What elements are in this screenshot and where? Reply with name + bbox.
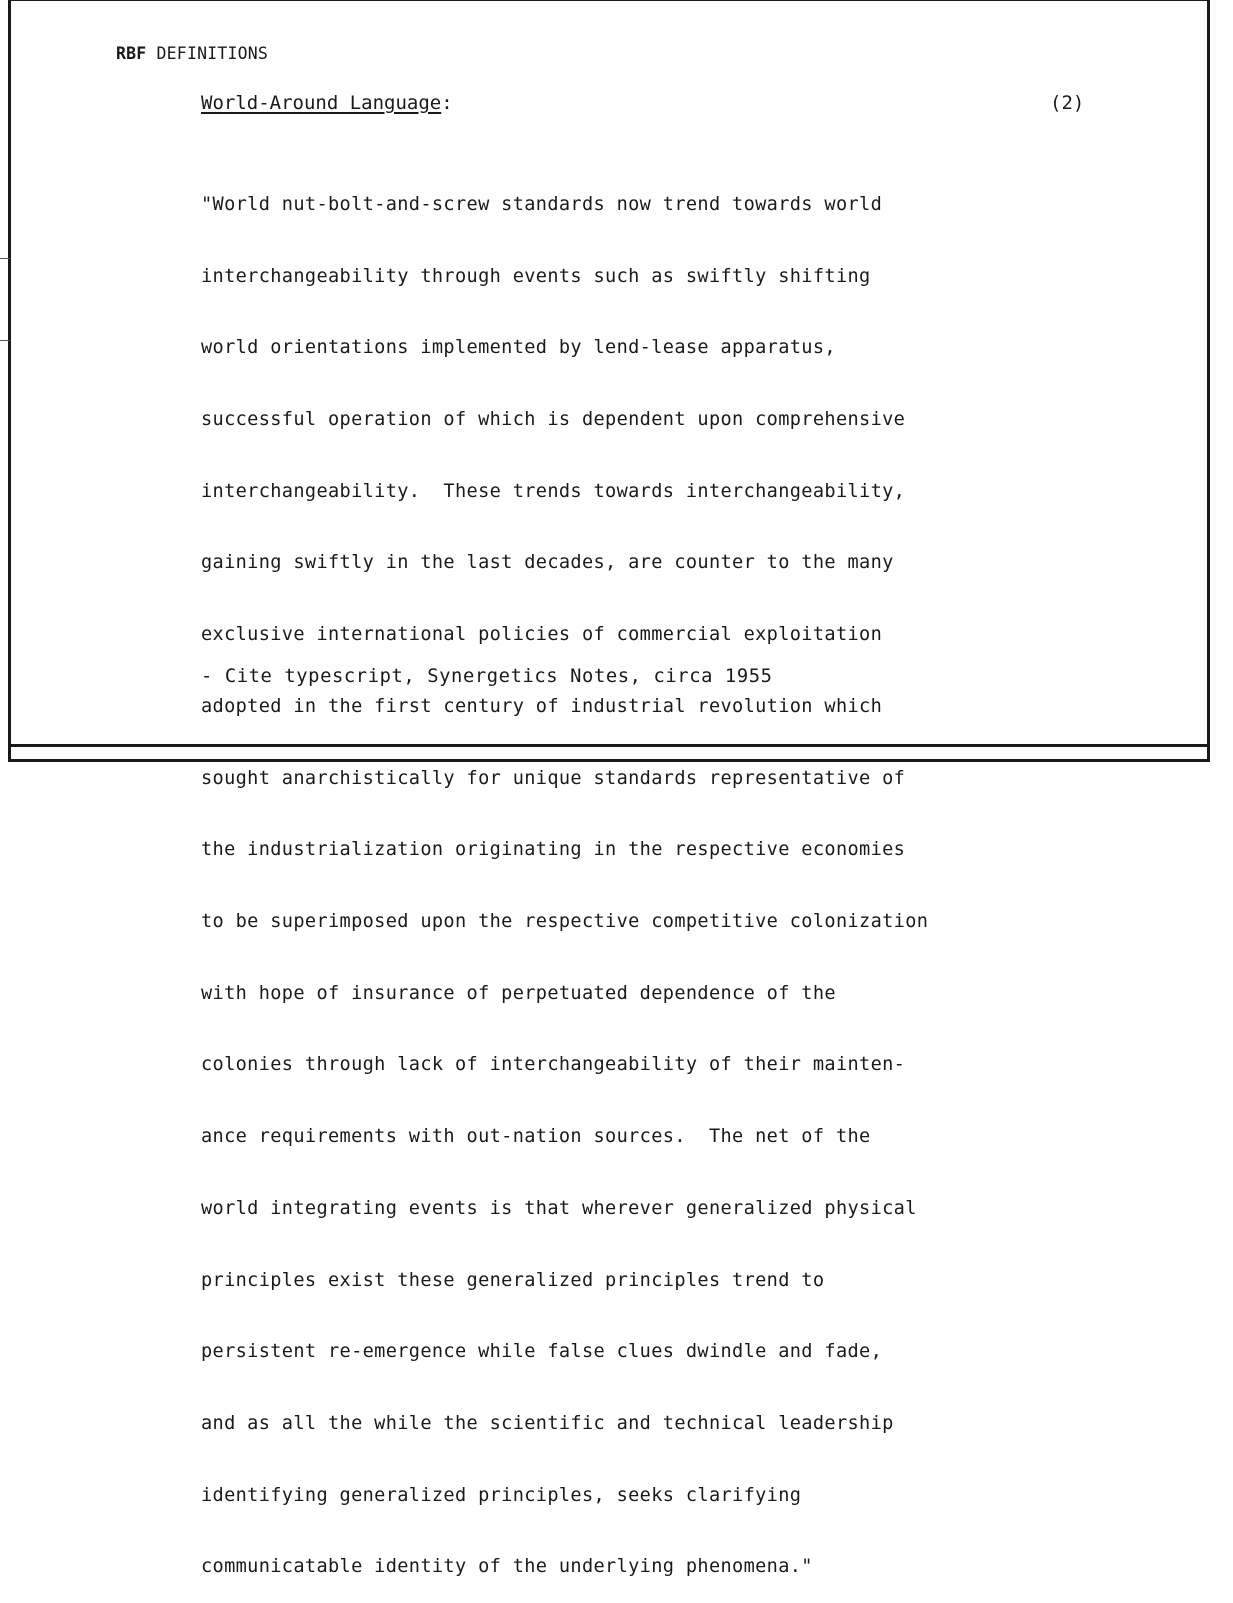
quote-line: exclusive international policies of commercial exploitation [201, 624, 883, 646]
term-heading [201, 92, 453, 114]
quote-line: the industrialization originating in the respective economies [201, 839, 906, 861]
quote-line: successful operation of which is dependent upon comprehensive [201, 408, 906, 430]
quote-line: principles exist these generalized principles trend to [201, 1269, 825, 1291]
quote-line: to be superimposed upon the respective competitive colonization [201, 911, 929, 932]
quote-line: persistent re-emergence while false clues dwindle and fade, [201, 1341, 883, 1363]
quote-line: world orientations implemented by lend-lease apparatus, [201, 337, 836, 359]
quote-line: gaining swiftly in the last decades, are counter to the many [201, 552, 894, 574]
quote-line: communicatable identity of the underlying phenomena." [201, 1556, 813, 1578]
quote-body [201, 145, 1161, 1603]
quote-line: and as all the while the scientific and technical leadership [201, 1413, 894, 1435]
quote-line: "World nut-bolt-and-screw standards now trend towards world [201, 193, 883, 215]
quote-line: sought anarchistically for unique standards representative of [201, 767, 906, 789]
term-colon: : [441, 92, 453, 114]
quote-line: colonies through lack of interchangeability of their mainten- [201, 1054, 906, 1076]
term-name: World-Around Language [201, 92, 442, 114]
quote-line: interchangeability through events such as swiftly shifting [201, 265, 871, 287]
page-header [116, 44, 268, 63]
header-title: DEFINITIONS [146, 44, 269, 63]
margin-tick [0, 340, 10, 341]
quote-line: world integrating events is that wherever generalized physical [201, 1197, 917, 1219]
quote-line: ance requirements with out-nation sources. The net of the [201, 1126, 871, 1148]
margin-tick [0, 258, 10, 259]
quote-line: adopted in the first century of industrial revolution which [201, 695, 883, 717]
citation: - Cite typescript, Synergetics Notes, circa 1955 [201, 666, 773, 687]
quote-line: identifying generalized principles, seeks clarifying [201, 1484, 802, 1506]
quote-line: with hope of insurance of perpetuated dependence of the [201, 982, 836, 1004]
quote-line: interchangeability. These trends towards interchangeability, [201, 480, 906, 502]
header-prefix: RBF [116, 44, 147, 63]
page-number: (2) [1050, 92, 1085, 114]
